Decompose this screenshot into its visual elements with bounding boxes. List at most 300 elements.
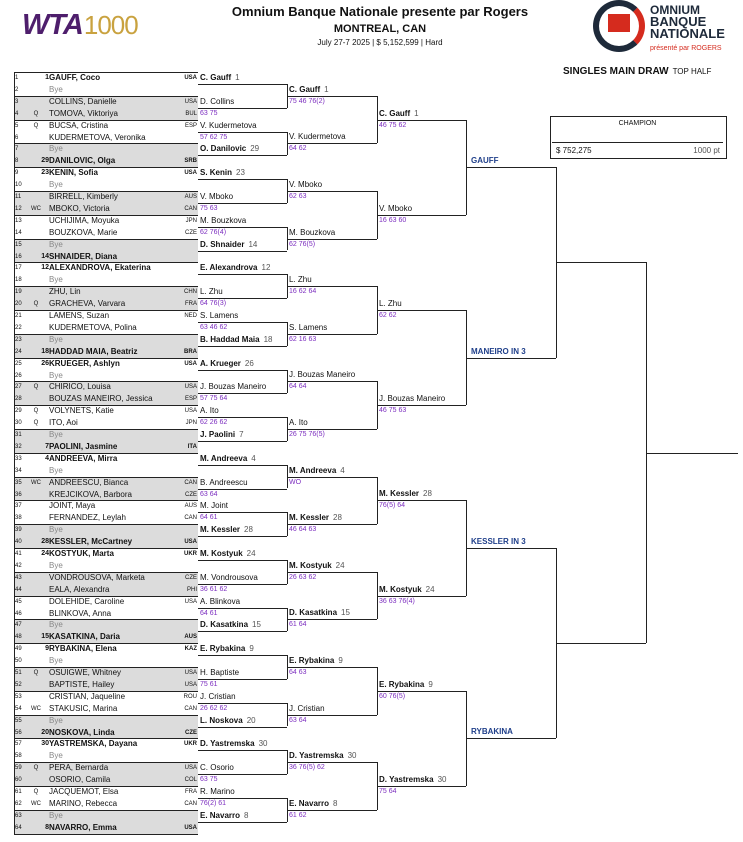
draw-row [14, 500, 198, 512]
player-country: JPN [185, 420, 197, 427]
draw-row [14, 738, 198, 750]
winner-seed: 9 [338, 656, 343, 665]
draw-position: 35 [15, 479, 22, 486]
player-name: VOLYNETS, Katie [49, 406, 114, 416]
match-score: 36 61 62 [200, 585, 228, 593]
r1-pair-divider [14, 643, 198, 644]
winner-short-name: S. Lamens [200, 310, 239, 320]
winner-name [289, 799, 337, 809]
r1-pair-divider [14, 167, 198, 168]
winner-name [200, 263, 270, 273]
winner-short-name: E. Navarro [200, 810, 241, 820]
r1-left-border [14, 72, 15, 834]
entry-status: Q [33, 122, 39, 129]
winner-seed: 14 [248, 239, 258, 249]
draw-position: 51 [15, 670, 22, 676]
match-score: 75 64 [379, 788, 397, 795]
draw-row [14, 155, 198, 167]
winner-name [200, 716, 256, 726]
draw-position: 11 [15, 194, 22, 200]
winner-name [200, 692, 236, 702]
player-name: BOUZAS MANEIRO, Jessica [49, 394, 153, 404]
draw-row [14, 143, 198, 155]
winner-name [200, 406, 219, 416]
player-country: ESP [184, 396, 197, 403]
winner-name [200, 811, 248, 821]
draw-position: 38 [15, 515, 22, 522]
final-line [646, 453, 738, 454]
sponsor-logo-text [650, 4, 725, 40]
draw-position: 49 [15, 646, 22, 653]
draw-position: 48 [15, 634, 22, 641]
match-score: 76(5) 64 [379, 502, 406, 510]
player-country: USA [184, 360, 197, 367]
player-country: CAN [184, 705, 197, 712]
draw-row [14, 227, 198, 239]
player-name: MBOKO, Victoria [49, 203, 110, 213]
r1-pair-divider [14, 310, 198, 311]
draw-row [14, 429, 198, 441]
player-name: KOSTYUK, Marta [49, 549, 114, 558]
player-name: KUDERMETOVA, Veronika [49, 132, 146, 142]
player-country: AUS [184, 634, 197, 641]
player-name: Bye [49, 239, 63, 249]
winner-line [198, 346, 287, 347]
winner-name [200, 168, 245, 178]
match-score: 57 75 64 [200, 395, 228, 403]
winner-name [289, 704, 325, 714]
player-name: OSORIO, Camila [49, 775, 111, 785]
match-score: 36 63 76(4) [379, 597, 415, 605]
seed-number: 1 [45, 74, 49, 81]
r1-pair-divider [14, 762, 198, 763]
winner-name [200, 597, 240, 607]
player-country: USA [184, 539, 197, 546]
r1-pair-divider [14, 143, 198, 144]
draw-row [14, 643, 198, 655]
winner-short-name: M. Kostyuk [289, 560, 332, 570]
winner-short-name: E. Rybakina [200, 644, 246, 654]
player-country: USA [184, 98, 197, 105]
match-score: 63 64 [200, 490, 218, 498]
player-country: USA [184, 75, 197, 81]
winner-short-name: D. Kasatkina [289, 608, 338, 618]
winner-short-name: V. Kudermetova [200, 120, 257, 130]
winner-short-name: M. Kessler [379, 489, 420, 499]
player-name: NOSKOVA, Linda [49, 727, 115, 737]
match-score: 64 61 [200, 609, 218, 617]
match-score: 76(2) 61 [200, 799, 227, 807]
qf-line [466, 548, 556, 549]
draw-position: 28 [15, 396, 22, 403]
draw-position: 27 [15, 384, 22, 391]
winner-seed: 9 [428, 679, 433, 689]
winner-short-name: D. Shnaider [200, 239, 245, 249]
player-country: ROU [183, 693, 197, 700]
winner-line [198, 441, 287, 442]
draw-row [14, 417, 198, 429]
winner-seed: 1 [324, 84, 329, 94]
winner-seed: 28 [423, 489, 432, 499]
winner-line [198, 274, 287, 275]
r1-pair-divider [14, 572, 198, 573]
winner-short-name: M. Joint [200, 501, 229, 511]
match-score: 62 76(5) [289, 240, 316, 248]
winner-seed: 8 [244, 810, 249, 820]
match-score: 63 46 62 [200, 323, 228, 331]
player-name: VONDROUSOVA, Marketa [49, 572, 145, 582]
match-score: 62 16 63 [289, 335, 317, 343]
tournament-info: July 27-7 2025 | $ 5,152,599 | Hard [317, 38, 443, 47]
match-score: 64 76(3) [200, 300, 227, 308]
player-name: HADDAD MAIA, Beatriz [49, 346, 138, 356]
player-name: ANDREEVA, Mirra [49, 453, 118, 463]
entry-status: WC [31, 205, 41, 212]
winner-name [200, 644, 254, 654]
player-country: AUS [184, 503, 197, 510]
winner-short-name: D. Yastremska [200, 739, 255, 749]
winner-name [200, 144, 259, 154]
draw-position: 36 [15, 491, 22, 498]
draw-position: 10 [15, 182, 22, 189]
sponsor-line-3: NATIONALE [650, 26, 725, 41]
entry-status: Q [33, 408, 39, 415]
draw-row [14, 548, 198, 560]
player-name: GRACHEVA, Varvara [49, 299, 126, 309]
entry-status: Q [33, 789, 39, 795]
draw-row [14, 810, 198, 822]
draw-position: 45 [15, 598, 22, 605]
draw-row [14, 715, 198, 727]
draw-position: 60 [15, 777, 22, 784]
winner-name [200, 335, 272, 345]
r1-pair-divider [14, 738, 198, 739]
draw-position: 19 [15, 289, 22, 296]
winner-short-name: M. Bouzkova [200, 215, 247, 225]
winner-seed: 24 [335, 560, 345, 570]
winner-short-name: J. Bouzas Maneiro [200, 382, 267, 392]
r1-pair-divider [14, 715, 198, 716]
player-name: ANDREESCU, Bianca [49, 477, 129, 487]
draw-row [14, 536, 198, 548]
draw-position: 34 [15, 467, 22, 474]
draw-row [14, 239, 198, 251]
draw-row [14, 489, 198, 501]
draw-row [14, 191, 198, 203]
winner-seed: 29 [250, 144, 260, 154]
winner-short-name: E. Rybakina [379, 679, 425, 689]
winner-short-name: J. Bouzas Maneiro [289, 370, 356, 380]
winner-name [200, 573, 258, 583]
player-name: KUDERMETOVA, Polina [49, 322, 137, 332]
winner-name [200, 216, 246, 226]
player-name: DANILOVIC, Olga [49, 156, 116, 166]
player-name: COLLINS, Danielle [49, 96, 117, 106]
sponsor-line-1: OMNIUM [650, 3, 700, 17]
winner-line [198, 84, 287, 85]
match-score: 63 75 [200, 109, 218, 117]
winner-short-name: A. Ito [289, 418, 308, 427]
winner-short-name: L. Zhu [200, 287, 223, 297]
player-name: Bye [49, 334, 63, 344]
winner-name [200, 73, 240, 83]
draw-position: 53 [15, 693, 22, 700]
draw-row [14, 286, 198, 298]
logo-wta-text: WTA [22, 9, 83, 41]
match-score: 62 62 [379, 312, 397, 319]
player-name: TOMOVA, Viktoriya [49, 108, 118, 118]
draw-position: 37 [15, 503, 22, 510]
draw-row [14, 703, 198, 715]
player-country: UKR [184, 551, 197, 557]
draw-row [14, 655, 198, 667]
winner-short-name: D. Yastremska [289, 751, 344, 761]
winner-short-name: C. Gauff [200, 72, 232, 82]
draw-position: 42 [15, 562, 22, 569]
match-score: 46 75 63 [379, 407, 407, 415]
player-country: UKR [184, 741, 197, 748]
winner-seed: 18 [263, 334, 273, 344]
draw-position: 7 [15, 146, 19, 153]
draw-row [14, 596, 198, 608]
winner-seed: 1 [235, 72, 240, 82]
winner-short-name: O. Danilovic [200, 144, 247, 154]
winner-seed: 26 [244, 358, 254, 368]
winner-short-name: H. Baptiste [200, 667, 240, 677]
draw-position: 61 [15, 789, 22, 795]
draw-row [14, 584, 198, 596]
draw-position: 41 [15, 551, 22, 557]
logo-1000-text: 1000 [83, 10, 138, 40]
entry-status: Q [33, 384, 39, 391]
draw-row [14, 334, 198, 346]
match-score: 63 75 [200, 776, 218, 784]
winner-short-name: V. Mboko [379, 203, 413, 213]
winner-name [200, 430, 244, 440]
player-country: USA [184, 681, 197, 688]
player-name: Bye [49, 810, 63, 820]
player-name: KESSLER, McCartney [49, 537, 133, 547]
winner-name [289, 275, 312, 285]
winner-short-name: S. Kenin [200, 168, 233, 178]
match-score: 61 64 [289, 621, 307, 629]
winner-short-name: M. Kessler [289, 513, 330, 523]
seed-number: 18 [41, 347, 49, 355]
player-country: FRA [185, 301, 197, 308]
player-name: ZHU, Lin [49, 287, 81, 297]
draw-position: 21 [15, 313, 22, 319]
player-name: Bye [49, 525, 63, 535]
draw-row [14, 167, 198, 179]
draw-row [14, 798, 198, 810]
draw-row [14, 631, 198, 643]
draw-row [14, 750, 198, 762]
draw-position: 26 [15, 372, 22, 379]
quarterfinal-winner: GAUFF [471, 156, 499, 166]
winner-name [379, 489, 432, 499]
winner-seed: 1 [414, 108, 419, 118]
match-score: 16 63 60 [379, 216, 407, 224]
draw-position: 4 [15, 110, 19, 117]
winner-short-name: C. Gauff [379, 108, 411, 118]
sponsor-flag-icon [608, 14, 630, 32]
winner-short-name: C. Osorio [200, 763, 234, 773]
winner-name [200, 668, 239, 678]
draw-position: 12 [15, 205, 22, 212]
r1-pair-divider [14, 381, 198, 382]
draw-position: 25 [15, 360, 22, 367]
winner-short-name: D. Collins [200, 96, 235, 106]
player-country: CZE [185, 574, 197, 581]
winner-line [198, 155, 287, 156]
player-name: SHNAIDER, Diana [49, 251, 118, 261]
draw-row [14, 358, 198, 370]
player-name: GAUFF, Coco [49, 73, 101, 82]
winner-seed: 23 [236, 168, 245, 178]
r1-pair-divider [14, 120, 198, 121]
winner-short-name: A. Ito [200, 406, 219, 416]
draw-position: 63 [15, 812, 22, 819]
qf-line [466, 167, 556, 168]
winner-seed: 15 [341, 608, 350, 618]
winner-short-name: M. Kostyuk [200, 548, 243, 558]
draw-row [14, 215, 198, 227]
draw-position: 55 [15, 717, 22, 724]
winner-name [200, 739, 267, 749]
player-name: BOUZKOVA, Marie [49, 227, 118, 237]
winner-line [198, 560, 287, 561]
draw-position: 56 [15, 729, 22, 736]
match-score: 46 75 62 [379, 121, 407, 129]
winner-name [200, 620, 261, 630]
draw-row [14, 298, 198, 310]
draw-row [14, 560, 198, 572]
winner-line [198, 750, 287, 751]
seed-number: 14 [41, 252, 49, 260]
player-name: ITO, Aoi [49, 418, 78, 428]
player-name: DOLEHIDE, Caroline [49, 596, 125, 606]
player-name: ALEXANDROVA, Ekaterina [49, 263, 151, 273]
draw-position: 52 [15, 681, 22, 688]
seed-number: 12 [41, 264, 49, 272]
winner-name [200, 787, 235, 797]
draw-position: 30 [15, 420, 22, 427]
draw-row [14, 453, 198, 465]
winner-line [198, 251, 287, 252]
match-score: 75 63 [200, 204, 218, 212]
draw-row [14, 322, 198, 334]
match-score: 46 64 63 [289, 526, 317, 534]
draw-row [14, 203, 198, 215]
winner-short-name: V. Mboko [289, 180, 323, 189]
player-name: KREJCIKOVA, Barbora [49, 489, 132, 499]
player-country: CZE [185, 229, 197, 236]
winner-seed: 30 [437, 775, 447, 784]
draw-title-text: SINGLES MAIN DRAW [563, 66, 669, 77]
player-country: AUS [184, 194, 197, 200]
draw-row [14, 370, 198, 382]
winner-name [200, 525, 253, 535]
seed-number: 26 [41, 359, 49, 367]
winner-name [200, 97, 234, 107]
qf-line [466, 738, 556, 739]
draw-row [14, 72, 198, 84]
winner-name [200, 382, 266, 392]
player-name: Bye [49, 180, 63, 190]
winner-short-name: V. Mboko [200, 191, 234, 201]
winner-line [198, 655, 287, 656]
winner-short-name: D. Kasatkina [200, 620, 249, 630]
draw-row [14, 667, 198, 679]
draw-position: 29 [15, 408, 22, 415]
entry-status: Q [33, 301, 39, 308]
match-score: 60 76(5) [379, 692, 406, 700]
player-name: CRISTIAN, Jaqueline [49, 691, 126, 701]
sponsor-line-2: BANQUE [650, 14, 707, 29]
draw-row [14, 572, 198, 584]
draw-row [14, 262, 198, 274]
winner-seed: 30 [258, 739, 268, 749]
winner-short-name: S. Lamens [289, 322, 328, 332]
winner-name [289, 180, 322, 190]
player-name: PAOLINI, Jasmine [49, 441, 118, 451]
draw-row [14, 727, 198, 739]
player-name: STAKUSIC, Marina [49, 703, 118, 713]
seed-number: 29 [41, 157, 49, 165]
r1-pair-divider [14, 215, 198, 216]
player-country: USA [184, 598, 197, 605]
draw-row [14, 524, 198, 536]
winner-seed: 24 [246, 548, 256, 558]
winner-name [379, 775, 446, 785]
draw-position: 62 [15, 800, 22, 807]
r1-pair-divider [14, 453, 198, 454]
winner-name [200, 763, 234, 773]
entry-status: Q [33, 670, 39, 676]
seed-number: 7 [45, 442, 49, 450]
winner-name [379, 299, 402, 309]
draw-row [14, 274, 198, 286]
sf-line-2 [556, 643, 646, 644]
player-country: CZE [185, 491, 197, 498]
winner-short-name: E. Navarro [289, 798, 330, 808]
r1-pair-divider [14, 524, 198, 525]
draw-title [563, 66, 711, 77]
draw-position: 46 [15, 610, 22, 617]
draw-row [14, 762, 198, 774]
r1-pair-divider [14, 667, 198, 668]
winner-line [198, 536, 287, 537]
match-score: 64 63 [289, 669, 307, 676]
draw-position: 8 [15, 158, 19, 165]
player-name: KRUEGER, Ashlyn [49, 358, 120, 368]
winner-name [200, 478, 248, 488]
draw-position: 47 [15, 622, 22, 629]
winner-name [379, 204, 412, 214]
match-score: 64 62 [289, 145, 307, 153]
seed-number: 20 [41, 728, 49, 736]
winner-short-name: B. Andreescu [200, 477, 248, 487]
match-score: 62 26 62 [200, 419, 228, 427]
player-country: CAN [184, 205, 197, 212]
r1-pair-divider [14, 429, 198, 430]
winner-short-name: E. Rybakina [289, 656, 335, 665]
winner-seed: 30 [347, 751, 357, 761]
seed-number: 4 [45, 454, 49, 462]
r1-bottom-border [14, 834, 198, 835]
match-score: 61 62 [289, 811, 307, 819]
champion-name-line [552, 142, 723, 143]
